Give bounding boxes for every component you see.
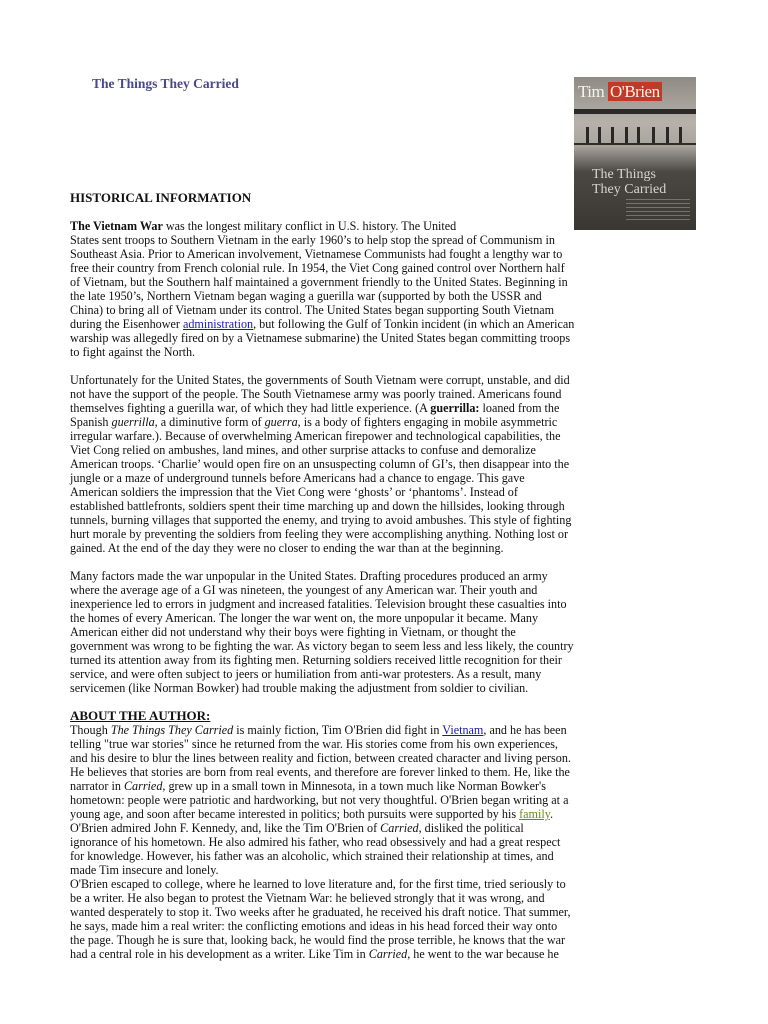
cover-soldier-silhouette [611, 127, 614, 143]
cover-soldier-silhouette [637, 127, 640, 143]
cover-soldier-silhouette [586, 127, 589, 143]
guerrilla-term: guerrilla: [430, 401, 480, 415]
paragraph-unpopular-war: Many factors made the war unpopular in the United States. Drafting procedures produced an army where the average age of a GI was nineteen, the youngest of any American war. Their youth and inexperience led to errors in judgment and increased fatalities. Television brought these casualties into the homes of every American. The longer the war went on, the more unpopular it became. Many American either did not understand why their boys were fighting in Vietnam, or thought the government was wrong to be fighting the war. As victory began to seem less and less likely, the country turned its attention away from its fighting men. Returning soldiers received little recognition for their service, and were often subject to jeers or humiliation from anti-war protesters. As a result, many servicemen (like Norman Bowker) had trouble making the adjustment from soldier to civilian. [70, 569, 574, 695]
historical-information-heading: HISTORICAL INFORMATION [70, 190, 252, 205]
cover-soldier-silhouette [652, 127, 655, 143]
paragraph-vietnam-war: The Vietnam War was the longest military conflict in U.S. history. The United States sent troops to Southern Vietnam in the early 1960’s to help stop the spread of Communism in Southeast Asia. Prior to American involvement, Vietnamese Communists had fought a lengthy war to free their country from French colonial rule. In 1954, the Viet Cong gained control over Northern half of Vietnam, but the Southern half maintained a government friendly to the United States. Beginning in the late 1950’s, Northern Vietnam began waging a guerilla war (supported by both the USSR and China) to bring all of Vietnam under its control. The United States began supporting South Vietnam during the Eisenhower administration, but following the Gulf of Tonkin incident (in which an American warship was allegedly fired on by a Vietnamese submarine) the United States began committing troops to fight against the North. [70, 219, 575, 359]
cover-soldier-silhouette [625, 127, 628, 143]
lead-term: The Vietnam War [70, 219, 163, 233]
cover-author-name: Tim O'Brien [578, 82, 660, 101]
vietnam-link[interactable]: Vietnam [442, 723, 484, 737]
paragraph-college-and-draft: O'Brien escaped to college, where he learned to love literature and, for the first time, tried seriously to be a writer. He also began to protest the Vietnam War: he believed strongly that it was wrong, and wanted desperately to stop it. Two weeks after he graduated, he received his draft notice. That summer, he says, made him a real writer: the conflicting emotions and ideas in his head forced their way onto the page. Though he is sure that, looking back, he would find the prose terrible, he knows that the war had a central role in his development as a writer. Like Tim in Carried, he went to the war because he [70, 877, 571, 961]
cover-soldier-silhouette [666, 127, 669, 143]
paragraph-about-author: Though The Things They Carried is mainly fiction, Tim O'Brien did fight in Vietnam, and he has been telling "true war stories" since he returned from the war. His stories come from his own experiences, and his desire to blur the lines between reality and fiction, between created character and living person. He believes that stories are born from real events, and therefore are forever linked to them. He, like the narrator in Carried, grew up in a small town in Minnesota, in a town much like Norman Bowker's hometown: people were patriotic and hardworking, but not very thoughtful. O'Brien began writing at a young age, and soon after became interested in politics; both pursuits were supported by his family. O'Brien admired John F. Kennedy, and, like the Tim O'Brien of Carried, disliked the political ignorance of his hometown. He also admired his father, who read obsessively and had a great respect for knowledge. However, his father was an alcoholic, which strained their relationship at times, and made Tim insecure and lonely. [70, 723, 571, 877]
paragraph-guerrilla-war: Unfortunately for the United States, the governments of South Vietnam were corrupt, unstable, and did not have the support of the people. The South Vietnamese army was poorly trained. Americans found themselves fighting a guerilla war, of which they had little experience. (A guerrilla: loaned from the Spanish guerrilla, a diminutive form of guerra, is a body of fighters engaging in mobile asymmetric irregular warfare.). Because of overwhelming American firepower and technological capabilities, the Viet Cong relied on ambushes, land mines, and other surprise attacks to confuse and demoralize American troops. ‘Charlie’ would open fire on an unsuspecting column of GI’s, then disappear into the jungle or a maze of underground tunnels before Americans had a chance to engage. This gave American soldiers the impression that the Viet Cong were ‘ghosts’ or ‘phantoms’. Instead of established battlefronts, soldiers spent their time marching up and down the hillsides, looking through tunnels, burning villages that supported the enemy, and trying to avoid ambushes. This style of fighting hurt morale by preventing the soldiers from feeling they were accomplishing anything. Nothing lost or gained. At the end of the day they were no closer to ending the war than at the beginning. [70, 373, 572, 555]
administration-link[interactable]: administration [182, 317, 254, 331]
cover-soldier-silhouette [679, 127, 682, 143]
cover-soldier-silhouette [598, 127, 601, 143]
document-title: The Things They Carried [92, 76, 239, 91]
document-body [70, 191, 700, 961]
cover-book-title: The Things They Carried [592, 167, 667, 197]
family-link[interactable]: family [519, 807, 551, 821]
cover-strip [574, 109, 696, 114]
about-author-heading: ABOUT THE AUTHOR: [70, 708, 211, 723]
cover-ground-line [574, 143, 696, 145]
